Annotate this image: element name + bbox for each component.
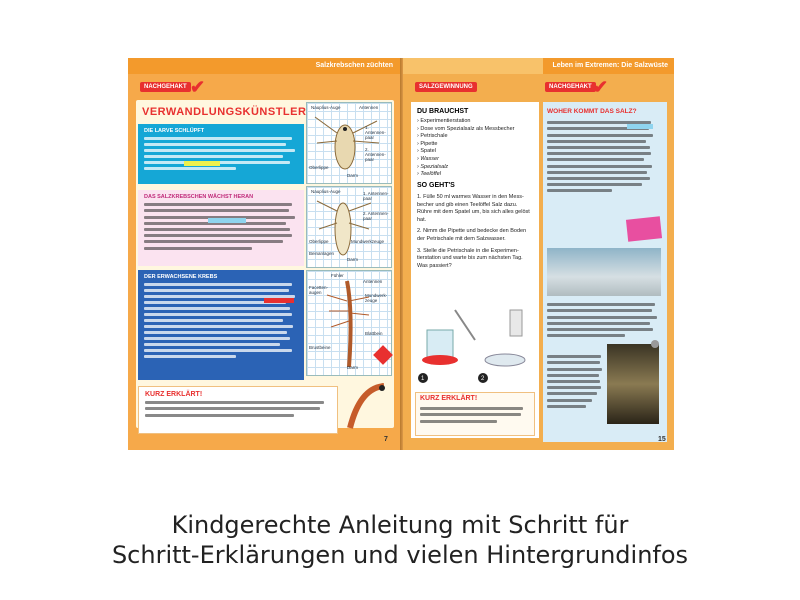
right-header-text: Leben im Extremen: Die Salzwüste <box>552 62 668 69</box>
caption-line-1: Kindgerechte Anleitung mit Schritt für <box>171 511 629 539</box>
material-item: › Wasser <box>417 155 439 162</box>
mine-text <box>547 352 603 411</box>
method-text <box>547 300 659 340</box>
diagram-nauplius <box>306 102 392 184</box>
kurz-text <box>145 401 331 416</box>
section-text <box>144 283 298 358</box>
diagram-label: Nauplius-Auge <box>311 189 341 194</box>
shrimp-illustration <box>340 378 390 438</box>
so-gehts-title: SO GEHT'S <box>417 182 455 189</box>
section-erwachsen <box>138 270 304 380</box>
larva-illustration <box>307 103 391 183</box>
step-item: 3. Stelle die Petrischale in die Experimen-tierstation und warte bis zum nächsten Tag. Was passiert? <box>417 247 523 269</box>
steps-list <box>417 194 533 274</box>
du-brauchst-title: DU BRAUCHST <box>417 108 469 115</box>
diagram-label: Beinanlagen <box>309 251 335 256</box>
section-larve <box>138 124 304 184</box>
step-item: 1. Fülle 50 ml warmes Wasser in den Mess-becher und gib einen Teelöffel Salz dazu. Rühre mit dem Spatel um, bis sich alles gelöst hat. <box>417 194 530 223</box>
material-item: › Experimentierstation <box>417 118 471 124</box>
section-text <box>144 137 298 170</box>
section-title: DAS SALZKREBSCHEN WÄCHST HERAN <box>144 194 254 200</box>
section-title: DIE LARVE SCHLÜPFT <box>144 128 205 134</box>
diagram-label: Oberlippe <box>309 165 329 170</box>
right-page <box>403 58 674 450</box>
section-text <box>144 203 298 249</box>
material-item: › Dose vom Spezialsalz als Messbecher <box>417 125 515 132</box>
nachgehakt-tag: NACHGEHAKT <box>140 82 191 92</box>
diagram-label: 1. Antennen-paar <box>363 191 389 201</box>
page-title: VERWANDLUNGSKÜNSTLER <box>142 106 307 118</box>
left-header-bar <box>128 58 401 74</box>
diagram-juvenile <box>306 186 392 268</box>
left-header-text: Salzkrebschen züchten <box>315 62 393 69</box>
diagram-label: Antennen <box>359 105 379 110</box>
svg-text:2: 2 <box>481 376 485 382</box>
material-item: › Spezialsalz <box>417 163 449 170</box>
diagram-label: Darm <box>347 365 358 370</box>
experiment-illustration <box>415 300 535 390</box>
diagram-label: Mundwerkzeuge <box>351 239 385 244</box>
diagram-label: Antennen <box>363 279 383 284</box>
kurz-title: KURZ ERKLÄRT! <box>420 395 478 402</box>
diagram-label: Blattbein <box>365 331 383 336</box>
step-item: 2. Nimm die Pipette und bedecke den Boden der Petrischale mit dem Salzwasser. <box>417 228 527 242</box>
material-item: › Pipette <box>417 140 438 147</box>
salz-text <box>547 118 655 195</box>
pink-note <box>626 216 662 241</box>
material-item: › Petrischale <box>417 133 448 140</box>
salz-title: WOHER KOMMT DAS SALZ? <box>547 108 637 115</box>
highlight <box>184 161 220 166</box>
material-item: › Teelöffel <box>417 171 441 178</box>
right-header-accent <box>543 58 674 74</box>
diagram-label: Darm <box>347 173 358 178</box>
caption-line-2: Schritt-Erklärungen und vielen Hintergrundinfos <box>111 541 689 569</box>
page-number: 7 <box>384 436 388 443</box>
diagram-label: Fühler <box>331 273 344 278</box>
highlight <box>264 298 294 303</box>
diagram-label: Nauplius-Auge <box>311 105 341 110</box>
highlight <box>208 218 246 223</box>
salt-mine-photo <box>607 344 659 424</box>
kurz-title: KURZ ERKLÄRT! <box>145 391 203 398</box>
kurz-erklaert-box <box>138 386 338 434</box>
diagram-label: 2. Antennen-paar <box>363 211 389 221</box>
diagram-label: Oberlippe <box>309 239 329 244</box>
left-page <box>128 58 401 450</box>
section-title: DER ERWACHSENE KREBS <box>144 274 218 280</box>
nachgehakt-tag: NACHGEHAKT <box>545 82 596 92</box>
pushpin-icon <box>651 340 659 348</box>
checkmark-icon: ✔ <box>593 77 609 97</box>
book-spread <box>128 58 674 450</box>
salzgewinnung-tag: SALZGEWINNUNG <box>415 82 477 92</box>
diagram-label: Mundwerk-zeuge <box>365 293 388 303</box>
page-number: 15 <box>658 436 666 443</box>
diagram-label: Brustbeine <box>309 345 331 350</box>
section-waechst <box>138 190 304 266</box>
info-column <box>543 102 667 442</box>
experiment-column <box>411 102 539 438</box>
kurz-erklaert-box <box>415 392 535 436</box>
diagram-label: Darm <box>347 257 358 262</box>
material-item: › Spatel <box>417 148 436 155</box>
checkmark-icon: ✔ <box>190 77 206 97</box>
materials-list <box>417 118 535 179</box>
diagram-label: 2. Antennen-paar <box>365 147 386 162</box>
svg-text:1: 1 <box>421 376 425 382</box>
kurz-text <box>416 407 534 422</box>
salt-flats-photo <box>547 248 661 296</box>
diagram-label: Facetten-augen <box>309 285 329 295</box>
highlight <box>627 124 653 129</box>
diagram-label: 1. Antennen-paar <box>365 125 386 140</box>
